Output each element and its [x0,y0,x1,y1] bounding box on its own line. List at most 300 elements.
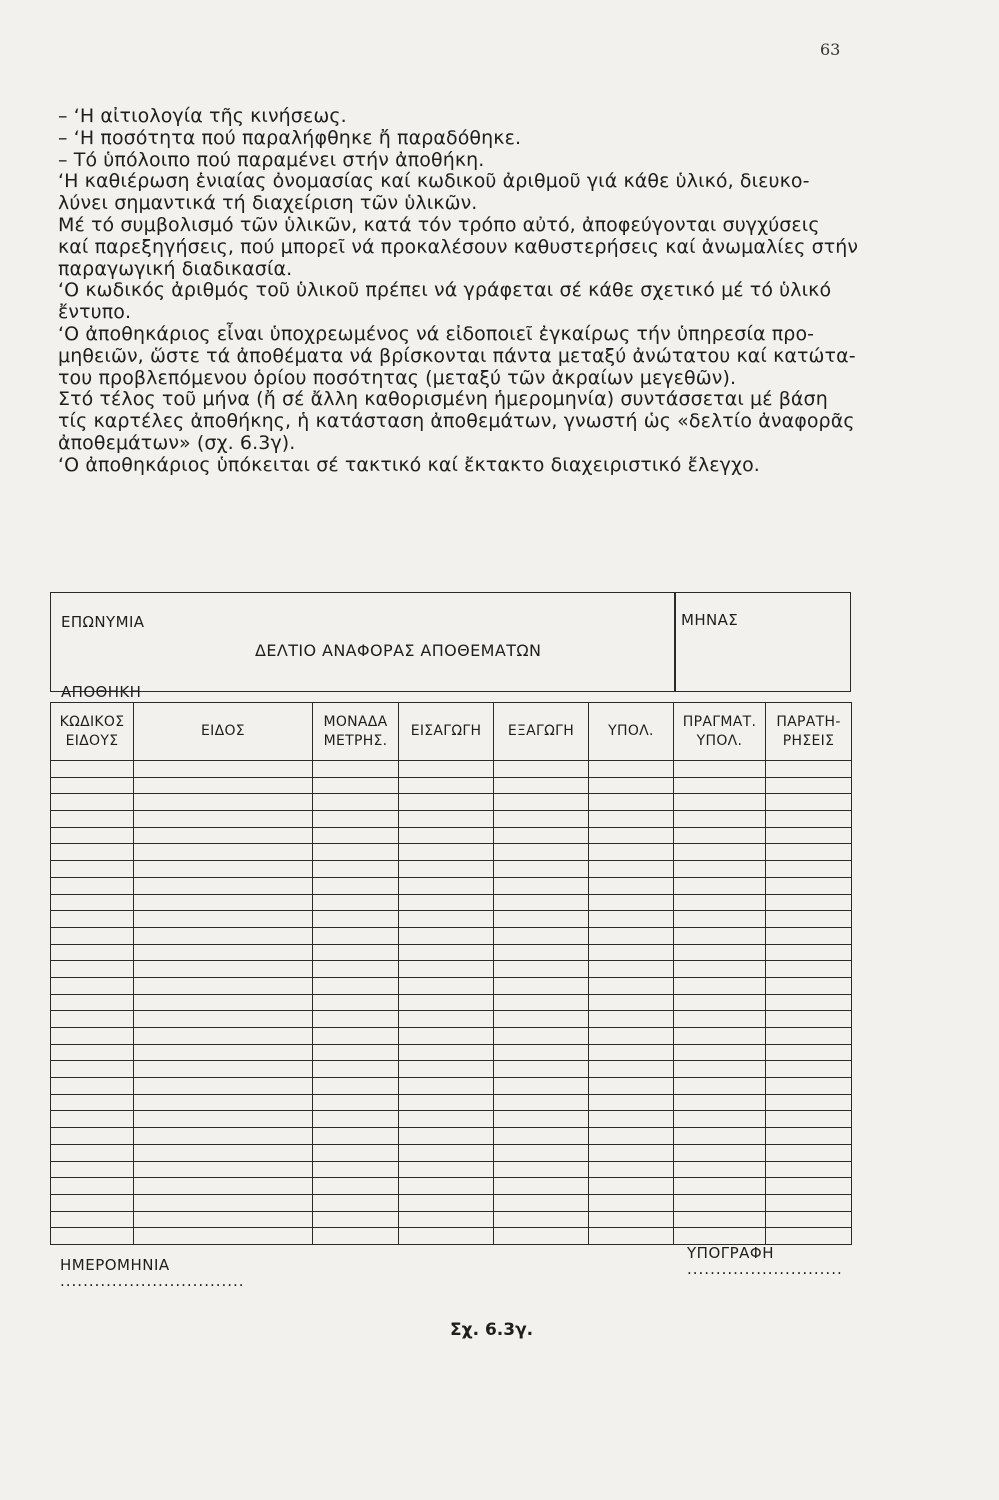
column-header [589,703,674,761]
table-cell[interactable] [134,1011,313,1028]
table-cell[interactable] [134,877,313,894]
table-cell[interactable] [589,927,674,944]
table-row [51,794,852,811]
column-header-line1: ΠΑΡΑΤΗ- [776,713,841,730]
table-row [51,1161,852,1178]
table-cell[interactable] [674,994,766,1011]
table-row [51,1028,852,1045]
table-cell[interactable] [589,1211,674,1228]
table-cell[interactable] [494,811,589,828]
table-cell[interactable] [494,1044,589,1061]
table-cell[interactable] [766,1094,852,1111]
table-row [51,1228,852,1245]
table-cell[interactable] [766,961,852,978]
table-cell[interactable] [494,1161,589,1178]
table-row [51,844,852,861]
table-row [51,994,852,1011]
table-cell[interactable] [589,1144,674,1161]
table-cell[interactable] [313,761,399,778]
table-cell[interactable] [313,994,399,1011]
table-cell[interactable] [674,1061,766,1078]
table-cell[interactable] [51,777,134,794]
table-cell[interactable] [674,977,766,994]
table-cell[interactable] [313,777,399,794]
table-cell[interactable] [589,811,674,828]
table-cell[interactable] [766,1061,852,1078]
table-cell[interactable] [494,1194,589,1211]
date-label: ΗΜΕΡΟΜΗΝΙΑ [60,1256,170,1274]
table-row [51,1111,852,1128]
body-text [58,106,858,477]
table-cell[interactable] [313,1011,399,1028]
table-cell[interactable] [313,1228,399,1245]
table-cell[interactable] [134,794,313,811]
table-cell[interactable] [399,761,494,778]
table-cell[interactable] [494,1128,589,1145]
table-cell[interactable] [589,1044,674,1061]
table-cell[interactable] [589,794,674,811]
table-cell[interactable] [674,1111,766,1128]
table-cell[interactable] [589,944,674,961]
table-cell[interactable] [494,1028,589,1045]
table-cell[interactable] [399,944,494,961]
table-cell[interactable] [494,827,589,844]
table-cell[interactable] [766,761,852,778]
table-cell[interactable] [589,977,674,994]
table-cell[interactable] [51,1178,134,1195]
table-cell[interactable] [134,894,313,911]
table-cell[interactable] [134,1228,313,1245]
table-row [51,1011,852,1028]
table-cell[interactable] [494,977,589,994]
table-cell[interactable] [313,1044,399,1061]
date-field: ................................ [60,1272,245,1290]
table-cell[interactable] [51,1211,134,1228]
page-number: 63 [820,40,841,59]
body-line: καί παρεξηγήσεις, πού μπορεῖ νά προκαλέσουν καθυστερήσεις καί ἀνωμαλίες στήν [58,235,859,258]
table-cell[interactable] [399,961,494,978]
table-row [51,1094,852,1111]
table-cell[interactable] [766,911,852,928]
table-cell[interactable] [589,1094,674,1111]
table-cell[interactable] [51,877,134,894]
column-header [674,703,766,761]
table-cell[interactable] [494,777,589,794]
table-cell[interactable] [766,1228,852,1245]
table-cell[interactable] [674,1144,766,1161]
column-header-line1: ΕΞΑΓΩΓΗ [507,723,575,739]
body-line: παραγωγική διαδικασία. [58,257,293,280]
table-cell[interactable] [589,1194,674,1211]
table-cell[interactable] [313,1111,399,1128]
table-cell[interactable] [51,827,134,844]
table-cell[interactable] [766,777,852,794]
column-header-line2: ΜΕΤΡΗΣ. [323,732,388,749]
figure-caption: Σχ. 6.3γ. [450,1320,534,1340]
table-cell[interactable] [134,1144,313,1161]
table-cell[interactable] [313,1211,399,1228]
table-cell[interactable] [134,1078,313,1095]
table-cell[interactable] [51,977,134,994]
table-cell[interactable] [51,961,134,978]
table-row [51,927,852,944]
table-cell[interactable] [313,1128,399,1145]
table-cell[interactable] [134,811,313,828]
table-cell[interactable] [134,1194,313,1211]
table-cell[interactable] [51,1161,134,1178]
column-header [313,703,399,761]
body-line: ἀποθεμάτων» (σχ. 6.3γ). [58,431,296,454]
table-cell[interactable] [399,811,494,828]
table-cell[interactable] [134,1061,313,1078]
table-cell[interactable] [399,1228,494,1245]
table-cell[interactable] [674,1178,766,1195]
column-header-line2: ΡΗΣΕΙΣ [782,732,835,749]
table-cell[interactable] [51,944,134,961]
table-cell[interactable] [674,1094,766,1111]
table-cell[interactable] [766,1144,852,1161]
table-cell[interactable] [589,1111,674,1128]
label-eponymia: ΕΠΩΝΥΜΙΑ [61,613,145,631]
table-cell[interactable] [313,944,399,961]
table-cell[interactable] [399,1078,494,1095]
table-cell[interactable] [313,1161,399,1178]
table-cell[interactable] [674,1028,766,1045]
table-cell[interactable] [766,861,852,878]
table-cell[interactable] [589,877,674,894]
table-cell[interactable] [674,1194,766,1211]
table-row [51,1178,852,1195]
table-cell[interactable] [51,794,134,811]
table-cell[interactable] [134,844,313,861]
table-cell[interactable] [494,761,589,778]
column-header-line1: ΥΠΟΛ. [608,723,654,739]
table-cell[interactable] [51,761,134,778]
table-cell[interactable] [313,1028,399,1045]
body-line: ‘Ο ἀποθηκάριος ὑπόκειται σέ τακτικό καί ἔκτακτο διαχειριστικό ἔλεγχο. [58,453,760,476]
table-cell[interactable] [674,1128,766,1145]
table-cell[interactable] [51,861,134,878]
table-row [51,961,852,978]
table-cell[interactable] [766,1044,852,1061]
table-cell[interactable] [399,911,494,928]
table-cell[interactable] [399,927,494,944]
table-cell[interactable] [51,844,134,861]
table-cell[interactable] [399,1094,494,1111]
table-cell[interactable] [399,977,494,994]
table-cell[interactable] [134,927,313,944]
table-cell[interactable] [589,1228,674,1245]
table-cell[interactable] [399,1178,494,1195]
table-row [51,1128,852,1145]
table-row [51,861,852,878]
table-cell[interactable] [589,994,674,1011]
table-cell[interactable] [674,777,766,794]
table-cell[interactable] [51,1044,134,1061]
table-cell[interactable] [766,1028,852,1045]
body-line: – Τό ὑπόλοιπο πού παραμένει στήν ἀποθήκη. [58,148,485,171]
table-cell[interactable] [766,894,852,911]
table-row [51,1211,852,1228]
table-cell[interactable] [51,1194,134,1211]
table-cell[interactable] [589,1078,674,1095]
table-cell[interactable] [51,811,134,828]
table-cell[interactable] [313,1144,399,1161]
table-cell[interactable] [494,961,589,978]
table-cell[interactable] [494,794,589,811]
table-cell[interactable] [494,1078,589,1095]
table-cell[interactable] [674,1228,766,1245]
table-cell[interactable] [399,827,494,844]
table-cell[interactable] [589,894,674,911]
table-cell[interactable] [134,1028,313,1045]
stock-report-table [50,702,852,1245]
table-cell[interactable] [766,811,852,828]
table-cell[interactable] [51,1128,134,1145]
table-cell[interactable] [674,877,766,894]
table-cell[interactable] [399,1111,494,1128]
table-cell[interactable] [494,1011,589,1028]
column-header-line1: ΚΩΔΙΚΟΣ [59,713,125,730]
table-cell[interactable] [766,1178,852,1195]
table-cell[interactable] [134,777,313,794]
table-cell[interactable] [494,1178,589,1195]
table-cell[interactable] [313,911,399,928]
table-cell[interactable] [134,1044,313,1061]
table-cell[interactable] [589,761,674,778]
table-cell[interactable] [766,1128,852,1145]
table-cell[interactable] [674,944,766,961]
table-cell[interactable] [674,1044,766,1061]
table-row [51,1194,852,1211]
table-cell[interactable] [134,1178,313,1195]
table-row [51,1061,852,1078]
table-cell[interactable] [766,1078,852,1095]
table-cell[interactable] [399,894,494,911]
table-cell[interactable] [674,894,766,911]
table-row [51,1044,852,1061]
table-cell[interactable] [494,1111,589,1128]
table-cell[interactable] [766,977,852,994]
table-cell[interactable] [399,1128,494,1145]
table-cell[interactable] [589,1128,674,1145]
table-cell[interactable] [674,1078,766,1095]
table-cell[interactable] [494,861,589,878]
table-cell[interactable] [399,1044,494,1061]
table-cell[interactable] [494,1061,589,1078]
table-cell[interactable] [399,1211,494,1228]
table-row [51,911,852,928]
table-cell[interactable] [674,1211,766,1228]
table-cell[interactable] [399,794,494,811]
table-cell[interactable] [674,844,766,861]
table-cell[interactable] [399,1194,494,1211]
table-cell[interactable] [313,1061,399,1078]
table-cell[interactable] [494,1094,589,1111]
column-header [766,703,852,761]
table-cell[interactable] [766,994,852,1011]
table-cell[interactable] [51,1078,134,1095]
body-line: Μέ τό συμβολισμό τῶν ὑλικῶν, κατά τόν τρόπο αὐτό, ἀποφεύγονται συγχύσεις [58,213,820,236]
table-cell[interactable] [589,1011,674,1028]
table-cell[interactable] [313,977,399,994]
body-line: λύνει σημαντικά τή διαχείριση τῶν ὑλικῶν. [58,192,478,215]
table-cell[interactable] [589,961,674,978]
table-cell[interactable] [589,1178,674,1195]
label-minas: ΜΗΝΑΣ [681,611,739,629]
table-cell[interactable] [313,811,399,828]
column-header-line2: ΕΙΔΟΥΣ [65,732,119,749]
table-cell[interactable] [51,1111,134,1128]
table-header-row [51,703,852,761]
table-cell[interactable] [134,994,313,1011]
table-cell[interactable] [51,994,134,1011]
table-cell[interactable] [313,844,399,861]
table-cell[interactable] [51,911,134,928]
table-cell[interactable] [674,811,766,828]
table-cell[interactable] [399,994,494,1011]
table-cell[interactable] [313,1178,399,1195]
table-row [51,977,852,994]
table-cell[interactable] [313,1094,399,1111]
table-row [51,777,852,794]
table-cell[interactable] [134,944,313,961]
table-cell[interactable] [51,1011,134,1028]
table-cell[interactable] [766,877,852,894]
table-cell[interactable] [494,927,589,944]
table-row [51,944,852,961]
table-cell[interactable] [674,761,766,778]
body-line: ‘Η καθιέρωση ἑνιαίας ὀνομασίας καί κωδικοῦ ἀριθμοῦ γιά κάθε ὑλικό, διευκο- [58,170,810,193]
table-cell[interactable] [399,1161,494,1178]
table-cell[interactable] [134,1211,313,1228]
table-cell[interactable] [766,844,852,861]
table-row [51,1078,852,1095]
table-cell[interactable] [766,927,852,944]
table-cell[interactable] [313,827,399,844]
table-cell[interactable] [674,961,766,978]
body-line: μηθειῶν, ὥστε τά ἀποθέματα νά βρίσκονται πάντα μεταξύ ἀνώτατου καί κατώτα- [58,344,856,367]
table-cell[interactable] [51,894,134,911]
table-cell[interactable] [494,877,589,894]
table-cell[interactable] [134,911,313,928]
column-header [51,703,134,761]
table-cell[interactable] [134,827,313,844]
table-row [51,811,852,828]
table-cell[interactable] [399,1028,494,1045]
table-cell[interactable] [134,961,313,978]
table-cell[interactable] [399,1011,494,1028]
table-cell[interactable] [313,1078,399,1095]
table-cell[interactable] [589,777,674,794]
table-cell[interactable] [399,861,494,878]
table-cell[interactable] [766,1194,852,1211]
table-cell[interactable] [51,1028,134,1045]
table-cell[interactable] [674,827,766,844]
table-cell[interactable] [51,1061,134,1078]
table-cell[interactable] [589,844,674,861]
table-cell[interactable] [674,794,766,811]
table-cell[interactable] [399,844,494,861]
table-cell[interactable] [399,1144,494,1161]
body-line: του προβλεπόμενου ὁρίου ποσότητας (μεταξύ τῶν ἀκραίων μεγεθῶν). [58,366,737,389]
table-cell[interactable] [766,1211,852,1228]
table-cell[interactable] [134,1128,313,1145]
table-cell[interactable] [589,861,674,878]
table-row [51,894,852,911]
table-cell[interactable] [766,944,852,961]
table-cell[interactable] [313,961,399,978]
table-cell[interactable] [674,927,766,944]
table-cell[interactable] [766,794,852,811]
table-cell[interactable] [589,1161,674,1178]
body-line: Στό τέλος τοῦ μήνα (ἤ σέ ἄλλη καθορισμένη ἡμερομηνία) συντάσσεται μέ βάση [58,388,828,411]
table-cell[interactable] [589,1028,674,1045]
table-cell[interactable] [51,927,134,944]
table-cell[interactable] [134,761,313,778]
table-cell[interactable] [51,1228,134,1245]
table-cell[interactable] [674,861,766,878]
table-cell[interactable] [399,777,494,794]
table-cell[interactable] [494,994,589,1011]
table-cell[interactable] [589,1061,674,1078]
column-header [134,703,313,761]
table-cell[interactable] [313,861,399,878]
table-cell[interactable] [766,1161,852,1178]
table-cell[interactable] [51,1144,134,1161]
table-cell[interactable] [399,877,494,894]
table-cell[interactable] [134,977,313,994]
table-row [51,761,852,778]
table-cell[interactable] [313,894,399,911]
table-cell[interactable] [766,1111,852,1128]
table-cell[interactable] [313,1194,399,1211]
table-cell[interactable] [766,827,852,844]
table-body [51,761,852,1245]
table-cell[interactable] [313,794,399,811]
table-cell[interactable] [51,1094,134,1111]
body-line: – ‘Η αἰτιολογία τῆς κινήσεως. [58,105,347,127]
table-cell[interactable] [674,1161,766,1178]
table-cell[interactable] [399,1061,494,1078]
column-header-line2: ΥΠΟΛ. [696,732,743,749]
table-cell[interactable] [494,844,589,861]
table-cell[interactable] [134,1161,313,1178]
table-cell[interactable] [766,1011,852,1028]
table-cell[interactable] [134,1094,313,1111]
table-cell[interactable] [589,827,674,844]
table-cell[interactable] [494,1144,589,1161]
column-header [494,703,589,761]
table-cell[interactable] [494,1211,589,1228]
table-cell[interactable] [313,927,399,944]
table-row [51,827,852,844]
column-header-line1: ΠΡΑΓΜΑΤ. [682,713,757,730]
table-cell[interactable] [313,877,399,894]
label-apothiki: ΑΠΟΘΗΚΗ [61,683,142,701]
table-cell[interactable] [494,911,589,928]
table-cell[interactable] [494,894,589,911]
table-cell[interactable] [674,911,766,928]
table-cell[interactable] [494,944,589,961]
table-cell[interactable] [674,1011,766,1028]
table-cell[interactable] [134,1111,313,1128]
table-cell[interactable] [494,1228,589,1245]
body-line: τίς καρτέλες ἀποθήκης, ἡ κατάσταση ἀποθεμάτων, γνωστή ὡς «δελτίο ἀναφορᾶς [58,410,855,433]
table-cell[interactable] [134,861,313,878]
table-row [51,1144,852,1161]
table-cell[interactable] [589,911,674,928]
